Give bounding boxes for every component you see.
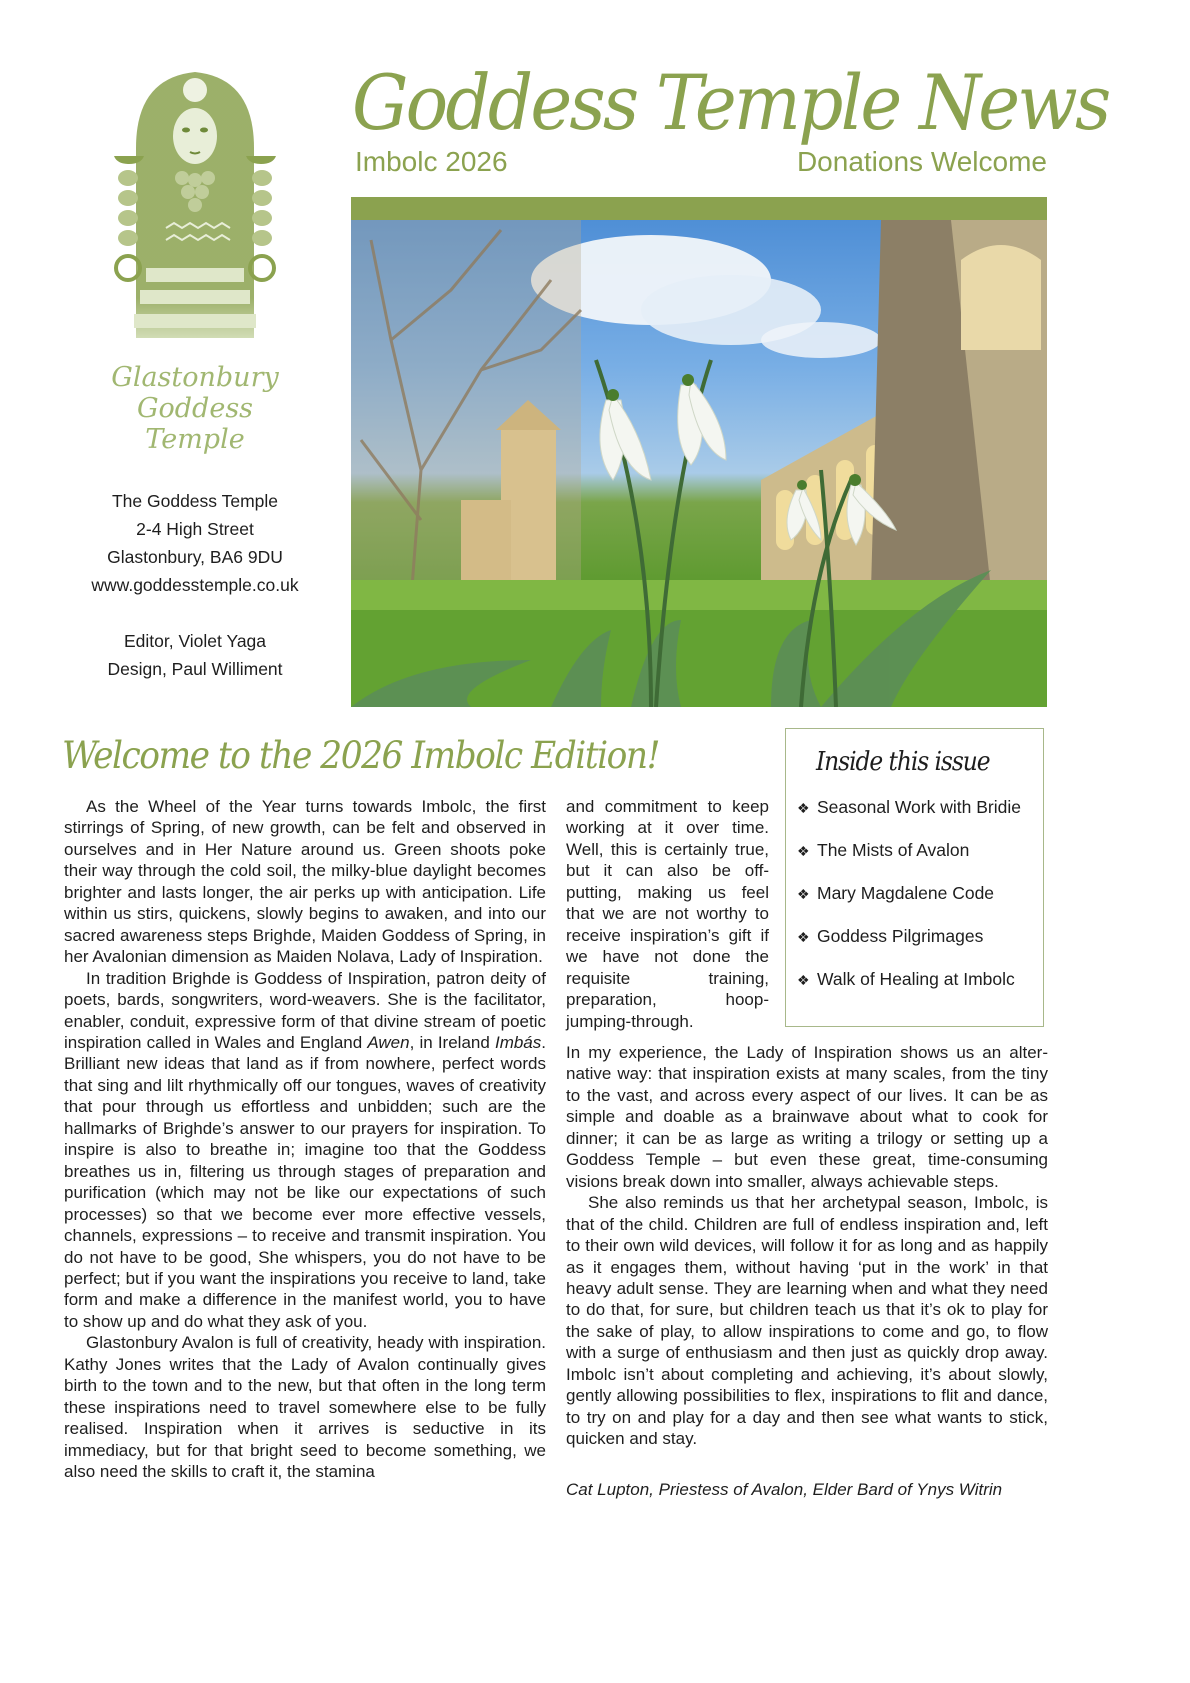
goddess-throne-icon [106,68,284,368]
term-awen: Awen [367,1032,410,1052]
paragraph-3: Glastonbury Avalon is full of creativity, heady with inspiration. Kathy Jones writes that the Lady of Avalon continually gives birth to the town and to the new, but that often in the long term these inspirations need to travel somewhere else to be fully realised. Inspiration when it arrives is seductive in its immediacy, but for that bright seed to become something, we also need the skills to craft it, the stamina [64,1333,546,1482]
paragraph-4: In my experience, the Lady of Inspiration shows us an alternative way: that inspiration exists at many scales, from the tiny to the vast, and across every aspect of our lives. It can be as simple and doable as a brainwave about what to cook for dinner; it can be as large as writing a trilogy or setting up a Goddess Temple – but even these great, time-consuming visions break down into smaller, always achievable steps. [566,1043,1048,1191]
author-signature: Cat Lupton, Priestess of Avalon, Elder Bard of Ynys Witrin [566,1480,1003,1499]
contents-item-label: Goddess Pilgrimages [817,926,984,946]
contents-item-magdalene-code[interactable] [797,881,1021,924]
contents-list [797,795,1021,1010]
article-column-left [64,796,546,1483]
address-block [70,487,320,683]
logo-wordmark [90,362,300,455]
paragraph-1: As the Wheel of the Year turns towards Imbolc, the first stirrings of Spring, of new growth, can be felt and observed in ourselves and in Her Nature around us. Green shoots poke their way through the cold soil, the milky-blue daylight becomes brighter and lasts longer, the air perks up with anticipation. Life within us stirs, quickens, slowly begins to awaken, and into our sacred awareness steps Brighde, Maiden Goddess of Spring, in her Avalonian dimension as Maiden Nolava, Lady of Inspiration. [64,797,546,967]
paragraph-5: She also reminds us that her archetypal season, Imbolc, is that of the child. Children are full of endless inspiration and, left to their own wild devices, will follow it for as long and as happily as it engages them, without having ‘put in the work’ in that heavy adult sense. They are learning when and what they need to do that, for sure, but children teach us that it’s ok to play for the sake of play, to allow inspirations to come and go, to flow with a surge of enthusiasm and then just as quickly drop away. Imbolc isn’t about completing and achieving, it’s about slowly, gently allowing possibilities to flex, inspirations to flit and dance, to try on and play for a day and then see what wants to stick, quicken and stay. [566,1193,1048,1449]
design-credit: Design, Paul Williment [107,659,283,679]
town-postcode: Glastonbury, BA6 9DU [107,547,283,567]
spacer [70,599,320,627]
contents-item-label: Mary Magdalene Code [817,883,995,903]
newsletter-title: Goddess Temple News [352,58,1109,147]
contents-item-mists-of-avalon[interactable] [797,838,1021,881]
accent-bar [351,197,1047,220]
paragraph-2 [64,968,546,1333]
street: 2-4 High Street [136,519,254,539]
contents-item-walk-of-healing[interactable] [797,967,1021,1010]
contents-item-label: Seasonal Work with Bridie [817,797,1021,817]
paragraph-continued: and commitment to keep working at it over time. Well, this is certainly true, but it can also be off-putting, making us feel that we are not worthy to receive inspiration’s gift if we have not done the requisite training, preparation, hoop-jumping-through. [566,797,769,1031]
logo-line-glastonbury: Glastonbury [111,362,279,393]
cover-photo-snowdrops [351,220,1047,707]
contents-item-label: Walk of Healing at Imbolc [817,969,1015,989]
diamond-bullet-icon: ❖ [797,972,810,988]
paragraph-2-text: In tradition Brighde is Goddess of Inspiration, patron deity of poets, bards, songwriters, word-weavers. She is the facilitator, enabler, conduit, expressive form of that divine stream of poetic inspiration called in Wales and England [64,968,546,1052]
logo-line-temple: Temple [145,424,245,455]
snowdrops-photo-illustration [351,220,1047,707]
diamond-bullet-icon: ❖ [797,929,810,945]
org-name: The Goddess Temple [111,491,279,511]
diamond-bullet-icon: ❖ [797,800,810,816]
website-link[interactable]: www.goddesstemple.co.uk [91,575,299,595]
article-column-middle [566,796,769,1032]
paragraph-2-text-b: , in Ireland [409,1032,495,1052]
contents-item-pilgrimages[interactable] [797,924,1021,967]
donations-label: Donations Welcome [796,146,1047,177]
diamond-bullet-icon: ❖ [797,886,810,902]
paragraph-2-text-c: . Brilliant new ideas that land as if from nowhere, perfect words that sing and lilt rhythmically off our tongues, waves of creativity that pour through us effortless and unbidden; such are the hallmarks of Brighde’s answer to our prayers for inspiration. To inspire is also to breathe in; imagine too that the Goddess breathes us in, filtering us through stages of preparation and purification (which may not be like our expectations of such processes) so that we become ever more effective vessels, channels, expressions – to receive and transmit inspiration. You do not have to be good, She whispers, you do not have to be perfect; but if you want the inspirations you receive to land, take form and make a difference in the manifest world, you to have to show up and do what they ask of you. [64,1032,546,1331]
diamond-bullet-icon: ❖ [797,843,810,859]
article-column-right [566,1042,1048,1450]
term-imbas: Imbás [494,1032,542,1052]
editor-credit: Editor, Violet Yaga [123,631,267,651]
contents-item-seasonal-work[interactable] [797,795,1021,838]
contents-item-label: The Mists of Avalon [817,840,970,860]
edition-label: Imbolc 2026 [355,146,508,177]
logo-line-goddess: Goddess [136,393,254,424]
inside-this-issue-box [785,728,1044,1027]
inside-title: Inside this issue [816,747,990,777]
article-heading: Welcome to the 2026 Imbolc Edition! [62,734,659,777]
